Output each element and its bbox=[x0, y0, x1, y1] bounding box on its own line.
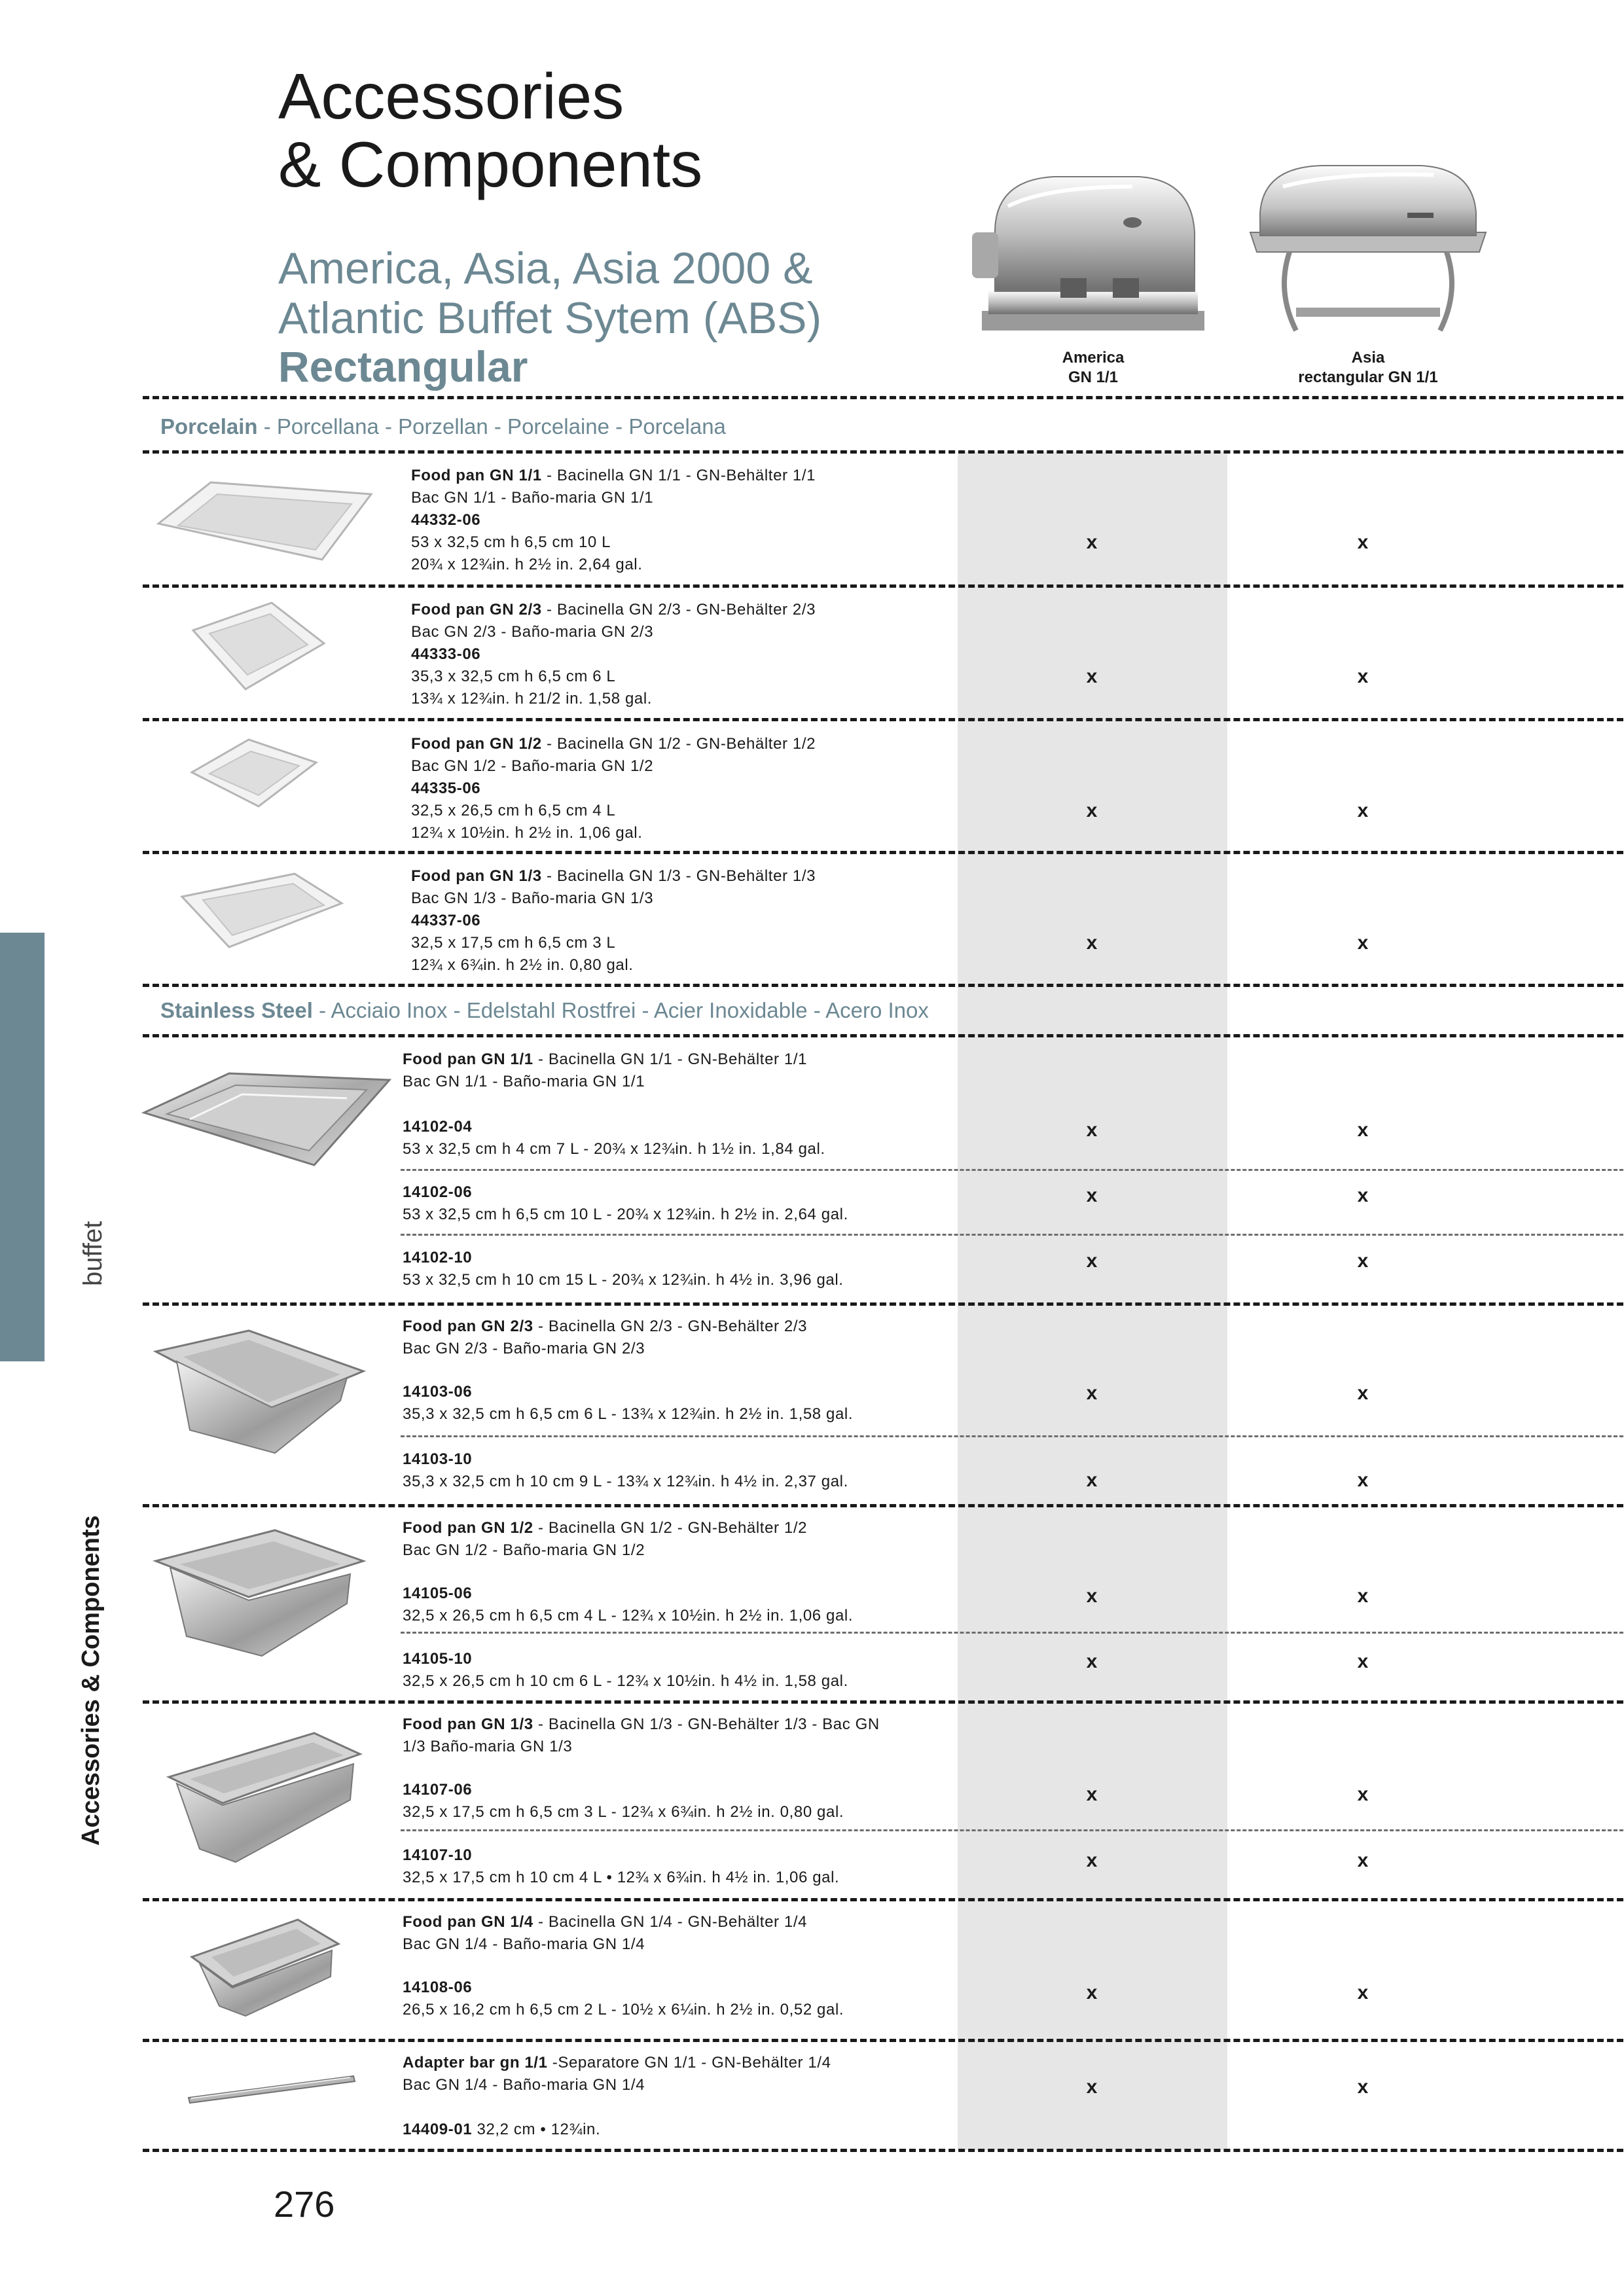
steel-variant bbox=[403, 1381, 853, 1426]
section-title-stainless-steel bbox=[160, 998, 929, 1023]
product-code: 14103-06 bbox=[403, 1383, 473, 1401]
divider-thin bbox=[401, 1435, 1623, 1437]
product-dim: 32,5 x 17,5 cm h 6,5 cm 3 L - 12¾ x 6¾in. h 2½ in. 0,80 gal. bbox=[403, 1803, 844, 1821]
product-name-rest: - Bacinella GN 1/2 - GN-Behälter 1/2 bbox=[533, 1519, 808, 1537]
divider-thin bbox=[401, 1632, 1623, 1634]
adapter-bar-image bbox=[183, 2068, 360, 2108]
product-name-rest: -Separatore GN 1/1 - GN-Behälter 1/4 bbox=[547, 2054, 831, 2072]
product-code: 14409-01 bbox=[403, 2121, 473, 2138]
column-header-asia-line-1: Asia bbox=[1351, 349, 1385, 367]
product-name-rest: - Bacinella GN 1/1 - GN-Behälter 1/1 bbox=[541, 467, 816, 484]
divider bbox=[143, 2149, 1623, 2152]
side-label-buffet: buffet bbox=[79, 1221, 107, 1286]
product-dim-cm: 32,5 x 17,5 cm h 6,5 cm 3 L bbox=[411, 934, 616, 952]
section-title-porcelain-bold: Porcelain bbox=[160, 414, 258, 439]
porcelain-pan-gn23-image bbox=[187, 598, 331, 696]
divider bbox=[143, 1302, 1623, 1306]
page-title bbox=[278, 62, 702, 198]
product-dim: 53 x 32,5 cm h 4 cm 7 L - 20¾ x 12¾in. h 1½ in. 1,84 gal. bbox=[403, 1140, 825, 1158]
steel-pan-gn12-image bbox=[151, 1525, 370, 1659]
product-dim: 32,5 x 26,5 cm h 6,5 cm 4 L - 12¾ x 10½in. h 2½ in. 1,06 gal. bbox=[403, 1607, 854, 1624]
porcelain-item-3-desc bbox=[411, 733, 816, 844]
product-dim-in: 12¾ x 10½in. h 2½ in. 1,06 gal. bbox=[411, 824, 643, 842]
product-name-rest: - Bacinella GN 1/4 - GN-Behälter 1/4 bbox=[533, 1913, 808, 1931]
product-code: 14102-04 bbox=[403, 1118, 473, 1136]
product-line-2: 1/3 Baño-maria GN 1/3 bbox=[403, 1738, 573, 1755]
product-name: Adapter bar gn 1/1 bbox=[403, 2054, 548, 2072]
divider bbox=[143, 851, 1623, 854]
asia-check: x bbox=[1357, 531, 1369, 553]
product-code: 14107-10 bbox=[403, 1846, 473, 1864]
product-code: 14105-06 bbox=[403, 1585, 473, 1602]
product-code: 14102-06 bbox=[403, 1183, 473, 1201]
product-name: Food pan GN 2/3 bbox=[403, 1318, 533, 1335]
steel-group-6-desc bbox=[403, 2052, 831, 2141]
steel-pan-gn14-image bbox=[187, 1914, 344, 2019]
product-dim: 32,2 cm • 12¾in. bbox=[472, 2121, 601, 2138]
america-check: x bbox=[1086, 1651, 1098, 1672]
porcelain-pan-gn13-image bbox=[177, 867, 347, 952]
product-code: 44333-06 bbox=[411, 645, 481, 663]
asia-check: x bbox=[1357, 1119, 1369, 1141]
steel-group-2-desc bbox=[403, 1316, 807, 1360]
divider bbox=[143, 984, 1623, 987]
product-dim-cm: 35,3 x 32,5 cm h 6,5 cm 6 L bbox=[411, 668, 616, 685]
divider bbox=[143, 2039, 1623, 2042]
column-header-asia-line-2: rectangular GN 1/1 bbox=[1298, 368, 1438, 386]
product-line-2: Bac GN 1/1 - Baño-maria GN 1/1 bbox=[411, 489, 654, 507]
steel-group-4-desc bbox=[403, 1713, 880, 1758]
porcelain-item-4-desc bbox=[411, 865, 816, 977]
america-check: x bbox=[1086, 1382, 1098, 1404]
product-name-rest: - Bacinella GN 1/2 - GN-Behälter 1/2 bbox=[541, 735, 816, 753]
title-line-1: Accessories bbox=[278, 60, 624, 132]
subtitle bbox=[278, 243, 821, 343]
america-check: x bbox=[1086, 932, 1098, 954]
asia-check: x bbox=[1357, 800, 1369, 821]
porcelain-pan-gn11-image bbox=[152, 475, 378, 569]
asia-check: x bbox=[1357, 1382, 1369, 1404]
product-name-rest: - Bacinella GN 2/3 - GN-Behälter 2/3 bbox=[533, 1318, 808, 1335]
product-code: 14103-10 bbox=[403, 1450, 473, 1468]
asia-chafer-image bbox=[1237, 160, 1499, 347]
product-code: 14107-06 bbox=[403, 1781, 473, 1799]
america-check: x bbox=[1086, 1784, 1098, 1805]
section-title-porcelain-rest: - Porcellana - Porzellan - Porcelaine - Porcelana bbox=[257, 414, 726, 439]
steel-variant bbox=[403, 1448, 848, 1493]
product-name-rest: - Bacinella GN 1/1 - GN-Behälter 1/1 bbox=[533, 1050, 808, 1068]
product-dim: 53 x 32,5 cm h 6,5 cm 10 L - 20¾ x 12¾in. h 2½ in. 2,64 gal. bbox=[403, 1206, 848, 1223]
america-chafer-image bbox=[969, 160, 1218, 347]
porcelain-pan-gn12-image bbox=[187, 733, 321, 812]
divider bbox=[143, 450, 1623, 454]
steel-pan-gn23-image bbox=[151, 1325, 370, 1460]
america-check: x bbox=[1086, 1585, 1098, 1607]
product-code: 14102-10 bbox=[403, 1249, 473, 1266]
asia-check: x bbox=[1357, 932, 1369, 954]
product-name: Food pan GN 1/1 bbox=[411, 467, 542, 484]
product-dim: 32,5 x 26,5 cm h 10 cm 6 L - 12¾ x 10½in. h 4½ in. 1,58 gal. bbox=[403, 1672, 848, 1690]
america-check: x bbox=[1086, 531, 1098, 553]
subtitle-line-2: Atlantic Buffet Sytem (ABS) bbox=[278, 293, 822, 343]
title-line-2: & Components bbox=[278, 128, 703, 200]
steel-variant bbox=[403, 1977, 844, 2021]
america-check: x bbox=[1086, 1119, 1098, 1141]
section-title-steel-bold: Stainless Steel bbox=[160, 998, 313, 1022]
product-line-2: Bac GN 1/2 - Baño-maria GN 1/2 bbox=[411, 757, 654, 775]
product-name-rest: - Bacinella GN 1/3 - GN-Behälter 1/3 bbox=[541, 867, 816, 885]
steel-variant bbox=[403, 1116, 825, 1160]
product-line-2: Bac GN 1/1 - Baño-maria GN 1/1 bbox=[403, 1073, 645, 1090]
asia-check: x bbox=[1357, 666, 1369, 687]
america-check: x bbox=[1086, 800, 1098, 821]
product-name: Food pan GN 1/4 bbox=[403, 1913, 533, 1931]
steel-group-1-desc bbox=[403, 1049, 807, 1093]
subtitle-line-1: America, Asia, Asia 2000 & bbox=[278, 243, 813, 293]
product-dim: 26,5 x 16,2 cm h 6,5 cm 2 L - 10½ x 6¼in. h 2½ in. 0,52 gal. bbox=[403, 2001, 844, 2018]
divider bbox=[143, 1700, 1623, 1704]
asia-check: x bbox=[1357, 1850, 1369, 1871]
product-name-rest: - Bacinella GN 2/3 - GN-Behälter 2/3 bbox=[541, 601, 816, 619]
divider bbox=[143, 1898, 1623, 1901]
divider bbox=[143, 1504, 1623, 1507]
porcelain-item-1-desc bbox=[411, 465, 816, 576]
product-line-2: Bac GN 2/3 - Baño-maria GN 2/3 bbox=[411, 623, 654, 641]
product-dim: 53 x 32,5 cm h 10 cm 15 L - 20¾ x 12¾in. h 4½ in. 3,96 gal. bbox=[403, 1271, 844, 1289]
divider-thin bbox=[401, 1234, 1623, 1236]
steel-pan-gn13-image bbox=[164, 1728, 367, 1865]
product-dim-cm: 32,5 x 26,5 cm h 6,5 cm 4 L bbox=[411, 802, 616, 819]
column-header-asia bbox=[1231, 348, 1506, 387]
subtitle-rectangular: Rectangular bbox=[278, 342, 528, 391]
asia-check: x bbox=[1357, 1185, 1369, 1206]
product-name: Food pan GN 1/3 bbox=[411, 867, 542, 885]
product-code: 14105-10 bbox=[403, 1650, 473, 1668]
product-dim: 35,3 x 32,5 cm h 6,5 cm 6 L - 13¾ x 12¾in. h 2½ in. 1,58 gal. bbox=[403, 1405, 854, 1423]
asia-check: x bbox=[1357, 2076, 1369, 2098]
asia-check: x bbox=[1357, 1585, 1369, 1607]
product-name: Food pan GN 2/3 bbox=[411, 601, 542, 619]
divider-thin bbox=[401, 1829, 1623, 1831]
side-tab-bar bbox=[0, 933, 45, 1361]
porcelain-item-2-desc bbox=[411, 599, 816, 710]
product-code: 14108-06 bbox=[403, 1979, 473, 1996]
asia-check: x bbox=[1357, 1784, 1369, 1805]
product-dim-cm: 53 x 32,5 cm h 6,5 cm 10 L bbox=[411, 533, 611, 551]
product-line-2: Bac GN 1/4 - Baño-maria GN 1/4 bbox=[403, 2076, 645, 2094]
product-line-2: Bac GN 1/2 - Baño-maria GN 1/2 bbox=[403, 1541, 645, 1559]
america-column-shading bbox=[958, 452, 1227, 2150]
product-code: 44335-06 bbox=[411, 780, 481, 797]
product-dim: 35,3 x 32,5 cm h 10 cm 9 L - 13¾ x 12¾in. h 4½ in. 2,37 gal. bbox=[403, 1473, 848, 1490]
divider-thin bbox=[401, 1169, 1623, 1171]
product-dim-in: 12¾ x 6¾in. h 2½ in. 0,80 gal. bbox=[411, 956, 634, 974]
asia-check: x bbox=[1357, 1651, 1369, 1672]
steel-group-5-desc bbox=[403, 1911, 807, 1956]
divider bbox=[143, 718, 1623, 721]
page-number: 276 bbox=[274, 2183, 335, 2225]
steel-variant bbox=[403, 1779, 844, 1823]
product-name: Food pan GN 1/3 bbox=[403, 1715, 533, 1733]
product-line-2: Bac GN 1/3 - Baño-maria GN 1/3 bbox=[411, 889, 654, 907]
steel-variant bbox=[403, 1844, 839, 1889]
product-dim: 32,5 x 17,5 cm h 10 cm 4 L • 12¾ x 6¾in. h 4½ in. 1,06 gal. bbox=[403, 1869, 840, 1886]
steel-variant bbox=[403, 1583, 853, 1627]
america-check: x bbox=[1086, 2076, 1098, 2098]
column-header-america-line-1: America bbox=[1062, 349, 1125, 367]
america-check: x bbox=[1086, 1185, 1098, 1206]
column-header-america-line-2: GN 1/1 bbox=[1068, 368, 1119, 386]
steel-variant bbox=[403, 1181, 848, 1226]
product-name: Food pan GN 1/2 bbox=[403, 1519, 533, 1537]
america-check: x bbox=[1086, 1469, 1098, 1491]
asia-check: x bbox=[1357, 1469, 1369, 1491]
america-check: x bbox=[1086, 1982, 1098, 2003]
america-check: x bbox=[1086, 1850, 1098, 1871]
steel-variant bbox=[403, 1648, 848, 1693]
america-check: x bbox=[1086, 666, 1098, 687]
divider bbox=[143, 584, 1623, 588]
steel-group-3-desc bbox=[403, 1517, 807, 1562]
product-dim-in: 20¾ x 12¾in. h 2½ in. 2,64 gal. bbox=[411, 556, 643, 573]
section-title-porcelain bbox=[160, 414, 726, 439]
product-name: Food pan GN 1/1 bbox=[403, 1050, 533, 1068]
divider bbox=[143, 1034, 1623, 1037]
product-code: 44337-06 bbox=[411, 912, 481, 929]
product-dim-in: 13¾ x 12¾in. h 21/2 in. 1,58 gal. bbox=[411, 690, 653, 708]
product-line-2: Bac GN 1/4 - Baño-maria GN 1/4 bbox=[403, 1935, 645, 1953]
asia-check: x bbox=[1357, 1982, 1369, 2003]
product-name: Food pan GN 1/2 bbox=[411, 735, 542, 753]
product-line-2: Bac GN 2/3 - Baño-maria GN 2/3 bbox=[403, 1340, 645, 1357]
asia-check: x bbox=[1357, 1250, 1369, 1272]
side-label-accessories: Accessories & Components bbox=[77, 1515, 105, 1846]
divider bbox=[143, 396, 1623, 399]
column-header-america bbox=[962, 348, 1224, 387]
steel-pan-gn11-image bbox=[137, 1054, 396, 1175]
america-check: x bbox=[1086, 1250, 1098, 1272]
steel-variant bbox=[403, 1247, 844, 1291]
product-code: 44332-06 bbox=[411, 511, 481, 529]
section-title-steel-rest: - Acciaio Inox - Edelstahl Rostfrei - Acier Inoxidable - Acero Inox bbox=[312, 998, 929, 1022]
product-name-rest: - Bacinella GN 1/3 - GN-Behälter 1/3 - Bac GN bbox=[533, 1715, 880, 1733]
